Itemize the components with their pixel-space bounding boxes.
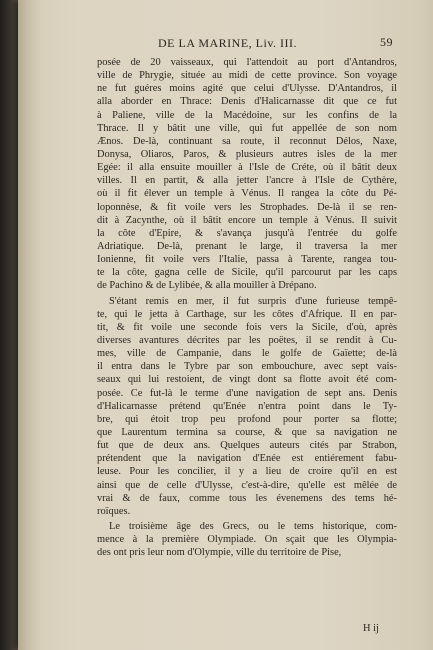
text-line: posée de 20 vaisseaux, qui l'attendoit au port d'Antandros, [97,57,397,68]
text-line: dit à Zacynthe, où il bâtit encore un temple à Vénus. Il suivit [97,214,397,226]
text-line: Ionienne, fit voile vers l'Italie, passa à Tarente, rangea tou- [97,254,397,266]
page-number: 59 [380,35,393,49]
text-line: posée. Ce fut-là le terme d'une navigation de sept ans. Denis [97,387,397,399]
text-line: te la côte, gagna celle de Sicile, qu'il parcourut par les caps [97,267,397,279]
text-line: Donysa, Oliaros, Paros, & plusieurs autres isles de la mer [97,148,397,160]
text-line: vrai & de faux, comme tous les évenemens des tems hé- [97,492,397,504]
text-line: bre, qui étoit trop peu profond pour porter sa flotte; [97,413,397,425]
book-gutter-shadow [0,0,18,650]
text-line: villes. Il en partit, & alla jetter l'ancre à l'Isle de Cythère, [97,175,397,187]
text-line: roïques. [97,505,131,517]
text-line: leuse. Pour les concilier, il y a lieu de croire qu'il en est [97,466,397,478]
text-line: Adriatique. De-là, prenant le large, il traversa la mer [97,240,397,252]
text-line: prétendent que la navigation d'Enée est entiérement fabu- [97,453,397,465]
paragraph [97,295,397,518]
text-line: diverses avantures décrites par les poëtes, il se rendit à Cu- [97,334,397,346]
page-header [158,36,393,54]
text-line: de Pachino & de Lylibée, & alla mouiller à Drépano. [97,280,317,292]
text-line: où il fit élever un temple à Vénus. Il rangea la côte du Pé- [97,188,397,200]
text-line: mes, ville de Campanie, dans le golfe de Gaïette; de-là [97,348,397,360]
text-line: des ont pris leur nom d'Olympie, ville du territoire de Pise, [97,547,342,559]
text-line: à Paliene, ville de la Macédoine, sur les confins de la [97,109,397,121]
text-line: il entra dans le Tybre par son embouchure, avec sept vais- [97,361,397,373]
text-line: que Laurentum termina sa course, & que sa navigation ne [97,426,397,438]
signature-mark: H ij [363,623,379,634]
text-line: Le troisième âge des Grecs, ou le tems historique, com- [109,520,397,532]
text-line: Ænos. De-là, continuant sa route, il reconnut Délos, Naxe, [97,135,397,147]
text-line: seaux qui lui restoient, de vingt dont sa flotte avoit été com- [97,374,397,386]
text-line: loponnèse, & fit voile vers les Strophades. De-là il se ren- [97,201,397,213]
paragraph [97,520,397,559]
text-line: mence à la première Olympiade. On sçait que les Olympia- [97,534,397,546]
text-line: ainsi que de celle d'Ulysse, c'est-à-dire, qu'elle est mêlée de [97,479,397,491]
book-page [18,0,433,650]
paragraph [97,56,397,293]
text-line: S'étant remis en mer, il fut surpris d'une furieuse tempê- [109,295,397,307]
text-line: la côte d'Epire, & s'avança jusqu'à l'entrée du golfe [97,227,397,239]
running-title: DE LA MARINE, Liv. III. [158,36,298,50]
text-line: d'Halicarnasse prétend qu'Enée n'entra point dans le Ty- [97,400,397,412]
text-line: Egée: il alla ensuite mouiller à l'Isle de Créte, où il bâtit deux [97,162,397,174]
text-line: te, qui le jetta à Carthage, sur les côtes d'Afrique. Il en par- [97,308,397,320]
text-line: tit, & fit voile une seconde fois vers la Sicile, d'où, après [97,321,397,333]
text-line: fut que de deux ans. Quelques auteurs cités par Strabon, [97,440,397,452]
text-line: ne fut guéres moins agité que celui d'Ulysse. D'Antandros, il [97,83,397,95]
text-line: ville de Phrygie, située au midi de cette province. Son voyage [97,70,397,82]
text-line: Thrace. Il y bâtit une ville, qui fut appellée de son nom [97,122,397,134]
text-line: alla aborder en Thrace: Denis d'Halicarnasse dit que ce fut [97,96,397,108]
body-text [97,56,397,559]
